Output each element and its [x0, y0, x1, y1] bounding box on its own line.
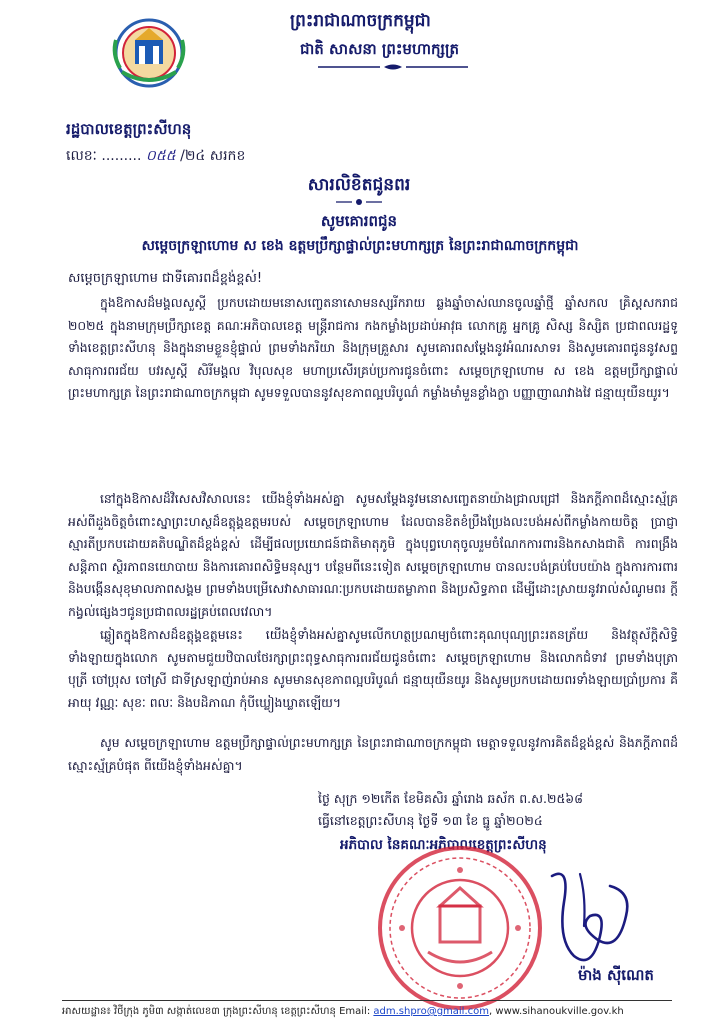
footer-website-link[interactable]: www.sihanoukville.gov.kh	[495, 1006, 624, 1017]
place-and-date: ធ្វើនៅខេត្តព្រះសីហនុ ថ្ងៃទី ១៣ ខែ ធ្នូ ឆ្នាំ២០២៤	[318, 813, 543, 828]
body-paragraph: ក្នុងឱកាសដ៏មង្គលសួស្តី ប្រកបដោយមនោសញ្ចេតនាសោមនស្សរីករាយ ឆ្លងឆ្នាំចាស់ឈានចូលឆ្នាំថ្មី ឆ្នាំសកល គ្រិស្តសករាជ ២០២៥ ក្នុងនាមក្រុមប្រឹក្សាខេត្ត គណៈអភិបាលខេត្ត មន្ត្រីរាជការ កងកម្លាំងប្រដាប់អាវុធ លោកគ្រូ អ្នកគ្រូ សិស្ស និស្សិត ប្រជាពលរដ្ឋទូទាំងខេត្តព្រះសីហនុ និងក្នុងនាមខ្លួនខ្ញុំផ្ទាល់ ព្រមទាំងភរិយា និងក្រុមគ្រួសារ សូមគោរពសម្តែងនូវអំណរសាទរ និងសូមគោរពជូននូវសព្ទសាធុការពរជ័យ បវរសួស្តី សិរីមង្គល វិបុលសុខ មហាប្រសើរគ្រប់ប្រការជូនចំពោះ សម្តេចក្រឡាហោម ស ខេង ឧត្តមប្រឹក្សាផ្ទាល់ព្រះមហាក្សត្រ នៃព្រះរាជាណាចក្រកម្ពុជា សូមទទួលបាននូវសុខភាពល្អបរិបូណ៌ កម្លាំងមាំមួនខ្លាំងក្លា បញ្ញាញាណវាងវៃ ជន្មាយុយឺនយូរ។	[68, 295, 678, 400]
closing-paragraph: សូម សម្តេចក្រឡាហោម ឧត្តមប្រឹក្សាផ្ទាល់ព្រះមហាក្សត្រ នៃព្រះរាជាណាចក្រកម្ពុជា មេត្តាទទួលនូវការគិតដ៏ខ្ពង់ខ្ពស់ និងភក្តីភាពដ៏ស្មោះស្ម័គ្របំផុត ពីយើងខ្ញុំទាំងអស់គ្នា។	[68, 735, 678, 773]
footer-address: អាសយដ្ឋាន៖ វិថីក្រុង ភូមិ៣ សង្កាត់លេខ៣ ក្រុងព្រះសីហនុ ខេត្តព្រះសីហនុ Email:	[62, 1006, 371, 1017]
reference-suffix: /២៤ សរកខ	[180, 148, 246, 164]
body-paragraph: នៅក្នុងឱកាសដ៏វិសេសវិសាលនេះ យើងខ្ញុំទាំងអស់គ្នា សូមសម្តែងនូវមនោសញ្ចេតនាយ៉ាងជ្រាលជ្រៅ និងភក្តីភាពដ៏ស្មោះស្ម័គ្រអស់ពីដួងចិត្តចំពោះស្នាព្រះហស្ថដ៏ឧត្តុង្គឧត្តមរបស់ សម្តេចក្រឡាហោម ដែលបានខិតខំប្រឹងប្រែងលះបង់អស់ពីកម្លាំងកាយចិត្ត ប្រាជ្ញាស្មារតីប្រកបដោយគតិបណ្ឌិតដ៏ខ្ពង់ខ្ពស់ ដើម្បីផលប្រយោជន៍ជាតិមាតុភូមិ ក្នុងបុព្វហេតុចូលរួមចំណែកការពារនិងកសាងជាតិ ការពង្រឹងសន្តិភាព ស្ថិរភាពនយោបាយ និងការគោរពសិទ្ធិមនុស្ស។ បន្ថែមពីនេះទៀត សម្តេចក្រឡាហោម បានលះបង់គ្រប់បែបយ៉ាង ក្នុងការការពារនិងបង្កើនសុខុមាលភាពសង្គម ព្រមទាំងបម្រើសេវាសាធារណៈប្រកបដោយតម្លាភាព និងប្រសិទ្ធភាព ដើម្បីដោះស្រាយនូវរាល់សំណូមពរ ក្តីកង្វល់ផ្សេងៗជូនប្រជាពលរដ្ឋគ្រប់ពេលវេលា។	[68, 491, 678, 619]
ornament-divider-icon	[318, 64, 468, 70]
salutation: សម្តេចក្រឡាហោម ជាទីគោរពដ៏ខ្ពង់ខ្ពស់!	[68, 271, 263, 286]
body-paragraph: ឆ្លៀតក្នុងឱកាសដ៏ឧត្តុង្គឧត្តមនេះ យើងខ្ញុំទាំងអស់គ្នាសូមលើកហត្ថប្រណម្យចំពោះគុណបុណ្យព្រះរតនត្រ័យ និងវត្ថុស័ក្តិសិទ្ធិទាំងឡាយក្នុងលោក សូមតាមជួយឋិបាលថែរក្សាព្រះពុទ្ធសាធុការពរជ័យជូនចំពោះ សម្តេចក្រឡាហោម និងលោកជំទាវ ព្រមទាំងបុត្រា បុត្រី ចៅប្រុស ចៅស្រី ជាទីស្រឡាញ់រាប់អាន សូមមានសុខភាពល្អបរិបូណ៌ ជន្មាយុយឺនយូរ និងសូមប្រកបដោយពរទាំងឡាយប្រាំប្រការ គឺ អាយុ វណ្ណៈ សុខៈ ពលៈ និងបដិភាណ កុំបីឃ្លៀងឃ្លាតឡើយ។	[68, 627, 678, 710]
signer-title: អភិបាល នៃគណៈអភិបាលខេត្តព្រះសីហនុ	[340, 837, 547, 853]
reference-value: ០៥៥	[145, 148, 176, 164]
official-seal-icon	[372, 840, 548, 1016]
signer-name: ម៉ាង ស៊ីណេត	[578, 966, 654, 984]
kingdom-heading: ព្រះរាជាណាចក្រកម្ពុជា	[290, 11, 431, 31]
handwritten-signature-icon	[540, 856, 640, 976]
national-motto: ជាតិ សាសនា ព្រះមហាក្សត្រ	[300, 40, 459, 58]
footer-separator: ,	[489, 1006, 493, 1017]
lunar-date: ថ្ងៃ សុក្រ ១២កើត ខែមិគសិរ ឆ្នាំរោង ឆស័ក ព.ស.២៥៦៨	[318, 791, 584, 806]
sender-administration: រដ្ឋបាលខេត្តព្រះសីហនុ	[66, 120, 192, 138]
addressing-line: សូមគោរពជូន	[320, 212, 398, 230]
footer-email-link[interactable]: adm.shpro@gmail.com	[373, 1006, 490, 1017]
recipient-line: សម្តេចក្រឡាហោម ស ខេង ឧត្តមប្រឹក្សាផ្ទាល់ព្រះមហាក្សត្រ នៃព្រះរាជាណាចក្រកម្ពុជា	[141, 238, 579, 254]
date-block	[318, 788, 678, 832]
title-ornament-icon	[334, 198, 384, 206]
footer	[62, 1004, 682, 1019]
ministry-emblem-icon	[108, 14, 190, 92]
reference-number: លេខៈ ......... ០៥៥ /២៤ សរកខ	[66, 148, 246, 164]
reference-prefix: លេខៈ	[66, 148, 97, 164]
letter-title: សារលិខិតជូនពរ	[307, 175, 411, 195]
footer-divider	[62, 1000, 672, 1001]
